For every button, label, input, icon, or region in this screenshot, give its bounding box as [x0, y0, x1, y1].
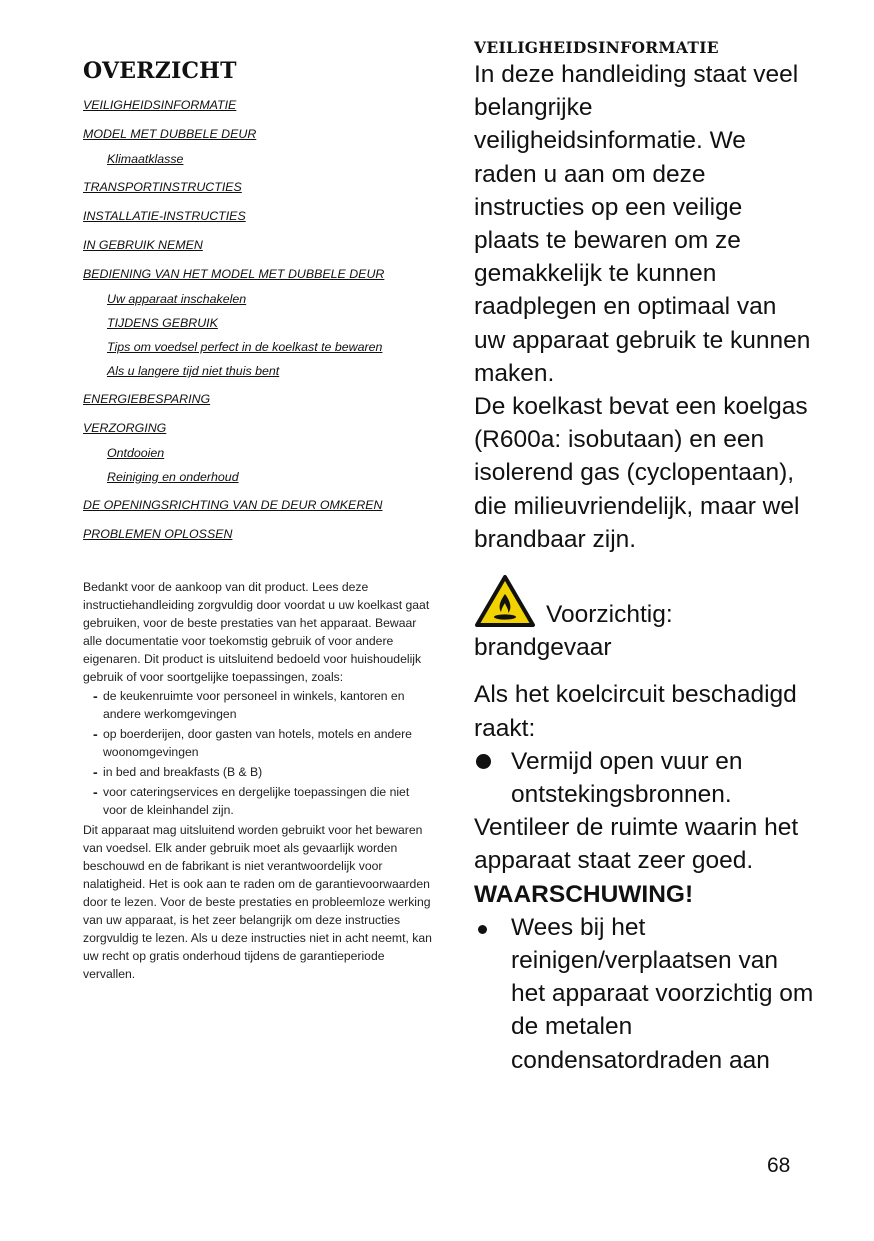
- list-item: Wees bij het reinigen/verplaatsen van het apparaat voorzichtig om de metalen condensatordraden aan: [474, 911, 814, 1077]
- dash-bullet: -: [93, 726, 98, 742]
- list-item: - voor cateringservices en dergelijke toepassingen die niet voor de kleinhandel zijn.: [93, 784, 410, 817]
- flammable-warning-icon: [474, 574, 536, 628]
- left-column: [83, 58, 433, 983]
- dash-bullet: -: [93, 688, 98, 704]
- dash-bullet: -: [93, 764, 98, 780]
- caution-label: Voorzichtig:: [546, 601, 673, 629]
- toc-link-deur-omkeren[interactable]: DE OPENINGSRICHTING VAN DE DEUR OMKEREN: [83, 498, 383, 512]
- intro-paragraph-1: Bedankt voor de aankoop van dit product. Lees deze instructiehandleiding zorgvuldig door voordat u uw koelkast gaat gebruiken, voor de beste prestaties van het apparaat. Bewaar alle documentatie voor toekomstig gebruik of voor andere eigenaren. Dit product is uitsluitend bedoeld voor huishoudelijk gebruik of voor soortgelijke toepassingen, zoals:: [83, 580, 430, 684]
- right-column: [474, 38, 814, 1077]
- intro-text: [83, 578, 433, 983]
- caution-block: [474, 574, 814, 631]
- page-number: 68: [767, 1154, 791, 1177]
- list-item: - de keukenruimte voor personeel in winkels, kantoren en andere werkomgevingen: [93, 688, 405, 721]
- toc-link-installatie-instructies[interactable]: INSTALLATIE-INSTRUCTIES: [83, 209, 246, 223]
- list-item: - op boerderijen, door gasten van hotels, motels en andere woonomgevingen: [93, 726, 412, 759]
- toc-link-reiniging[interactable]: Reiniging en onderhoud: [107, 470, 239, 484]
- toc-link-veiligheidsinformatie[interactable]: VEILIGHEIDSINFORMATIE: [83, 98, 237, 112]
- bullet-dot-icon: [478, 925, 487, 934]
- dash-bullet: -: [93, 784, 98, 800]
- list-item: Vermijd open vuur en ontstekingsbronnen.: [474, 745, 814, 811]
- toc-link-energiebesparing[interactable]: ENERGIEBESPARING: [83, 392, 211, 406]
- list-item: - in bed and breakfasts (B & B): [93, 764, 263, 780]
- bullet-dot-icon: [476, 754, 491, 769]
- toc-link-problemen-oplossen[interactable]: PROBLEMEN OPLOSSEN: [83, 527, 233, 541]
- intro-paragraph-2: Dit apparaat mag uitsluitend worden gebruikt voor het bewaren van voedsel. Elk ander gebruik moet als gevaarlijk worden beschouwd en de fabrikant is niet verantwoordelijk voor nalatigheid. Het is ook aan te raden om de garantievoorwaarden door te lezen. Voor de beste prestaties en probleemloze werking van uw apparaat, is het zeer belangrijk om deze instructies zorgvuldig te lezen. Als u deze instructies niet in acht neemt, kan uw recht op gratis onderhoud tijdens de garantieperiode vervallen.: [83, 823, 432, 981]
- toc-link-tips-voedsel[interactable]: Tips om voedsel perfect in de koelkast te bewaren: [107, 340, 383, 354]
- caution-continuation: brandgevaar: [474, 634, 612, 662]
- ventilate-text: Ventileer de ruimte waarin het apparaat staat zeer goed.: [474, 814, 799, 875]
- toc-link-bediening[interactable]: BEDIENING VAN HET MODEL MET DUBBELE DEUR: [83, 267, 385, 281]
- toc-link-model-dubbele-deur[interactable]: MODEL MET DUBBELE DEUR: [83, 127, 257, 141]
- safety-paragraph-1: In deze handleiding staat veel belangrijke veiligheidsinformatie. We raden u aan om deze instructies op een veilige plaats te bewaren om ze gemakkelijk te kunnen raadplegen en optimaal van uw apparaat gebruik te kunnen maken.: [474, 61, 811, 387]
- safety-paragraph-2: De koelkast bevat een koelgas (R600a: isobutaan) en een isolerend gas (cyclopentaan), die milieuvriendelijk, maar wel brandbaar zijn.: [474, 393, 808, 553]
- toc-link-verzorging[interactable]: VERZORGING: [83, 421, 167, 435]
- toc-link-tijdens-gebruik[interactable]: TIJDENS GEBRUIK: [107, 316, 218, 330]
- toc-title: OVERZICHT: [83, 58, 237, 84]
- toc-link-klimaatklasse[interactable]: Klimaatklasse: [107, 152, 184, 166]
- toc-link-in-gebruik-nemen[interactable]: IN GEBRUIK NEMEN: [83, 238, 203, 252]
- toc-link-transportinstructies[interactable]: TRANSPORTINSTRUCTIES: [83, 180, 242, 194]
- toc-list: [83, 97, 433, 542]
- toc-link-niet-thuis[interactable]: Als u langere tijd niet thuis bent: [107, 364, 280, 378]
- circuit-text: Als het koelcircuit beschadigd raakt:: [474, 681, 797, 742]
- safety-body: [474, 58, 814, 1077]
- warning-heading: WAARSCHUWING!: [474, 880, 694, 908]
- usage-list: [83, 687, 433, 819]
- toc-link-ontdooien[interactable]: Ontdooien: [107, 446, 165, 460]
- toc-link-apparaat-inschakelen[interactable]: Uw apparaat inschakelen: [107, 292, 247, 306]
- section-heading: VEILIGHEIDSINFORMATIE: [474, 38, 719, 57]
